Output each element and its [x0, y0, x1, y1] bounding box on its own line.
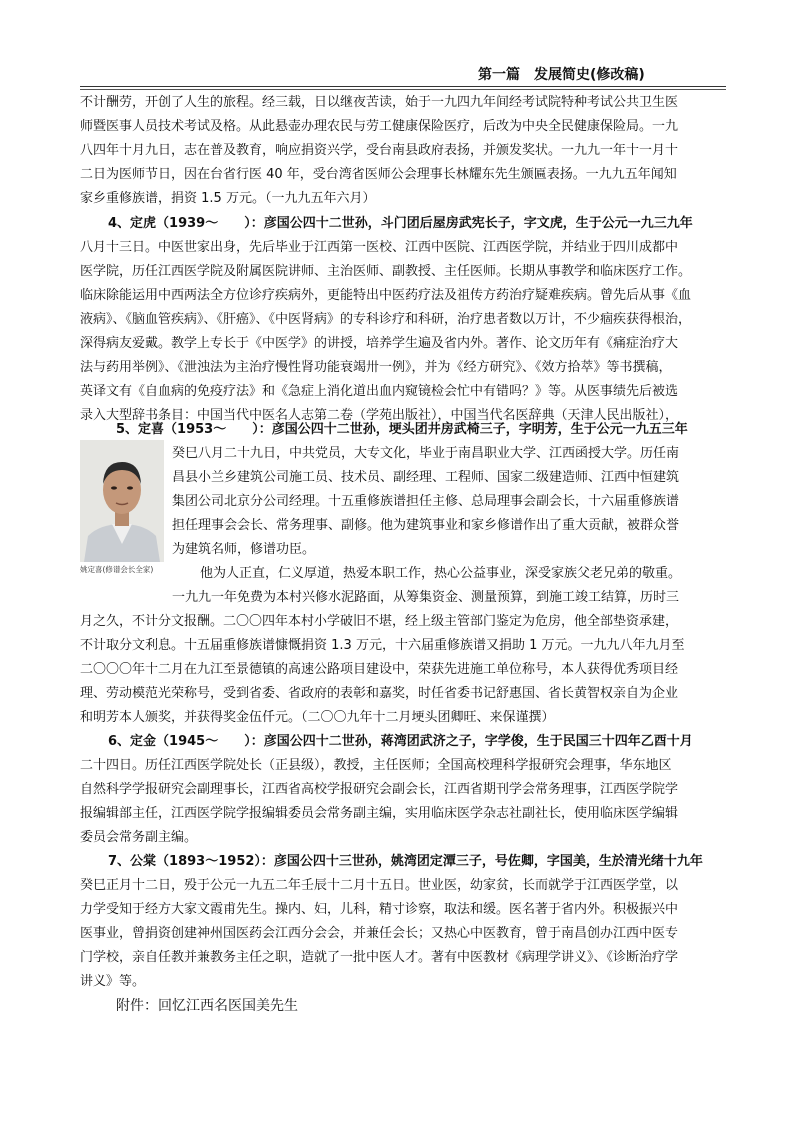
header-rule: [80, 86, 726, 87]
body-line: 家乡重修族谱，捐资 1.5 万元。（一九九五年六月）: [80, 191, 376, 206]
body-line: 一九九一年免费为本村兴修水泥路面，从筹集资金、测量预算，到施工竣工结算，历时三: [172, 590, 680, 605]
photo-caption: 姚定喜(修谱会长全家): [80, 565, 154, 574]
body-line: 二日为医师节日，因在台省行医 40 年，受台湾省医师公会理事长林耀东先生颁匾表扬。一九九五年闻知: [80, 167, 677, 182]
entry-heading: 5、定喜（1953～ ）：彦国公四十二世孙，埂头团井房武椅三子，字明芳，生于公元一九五三年: [116, 422, 688, 437]
body-line: 液病》、《脑血管疾病》、《肝癌》、《中医肾病》的专科诊疗和科研，治疗患者数以万计，不少痼疾获得根治，: [80, 312, 692, 327]
body-line: 报编辑部主任，江西医学院学报编辑委员会常务副主编，实用临床医学杂志社副社长，使用临床医学编辑: [80, 806, 679, 821]
body-line: 八月十三日。中医世家出身，先后毕业于江西第一医校、江西中医院、江西医学院，并结业于四川成都中: [80, 240, 679, 255]
body-line: 不计酬劳，开创了人生的旅程。经三载，日以继夜苦读，始于一九四九年间经考试院特种考试公共卫生医: [80, 95, 679, 110]
body-line: 深得病友爱戴。教学上专长于《中医学》的讲授，培养学生遍及省内外。著作、论文历年有《痛症治疗大: [80, 336, 679, 351]
body-line: 录入大型辞书条目：中国当代中医名人志第二卷（学苑出版社），中国当代名医辞典（天津人民出版社），: [80, 408, 679, 423]
body-line: 八四年十月九日，志在普及教育，响应捐资兴学，受台南县政府表扬，并颁发奖状。一九九一年十一月十: [80, 143, 679, 158]
entry-heading: 7、公棠（1893～1952）：彦国公四十三世孙，姚湾团定潭三子，号佐卿，字国美，生於清光绪十九年: [108, 854, 703, 869]
body-line: 医学院，历任江西医学院及附属医院讲师、主治医师、副教授、主任医师。长期从事教学和临床医疗工作。: [80, 264, 692, 279]
body-line: 集团公司北京分公司经理。十五重修族谱担任主修、总局理事会副会长，十六届重修族谱: [172, 494, 680, 509]
body-line: 和明芳本人颁奖，并获得奖金伍仟元。（二〇〇九年十二月埂头团卿旺、来保谨撰）: [80, 710, 555, 725]
body-line: 癸巳正月十二日，殁于公元一九五二年壬辰十二月十五日。世业医，幼家贫，长而就学于江西医学堂，以: [80, 878, 679, 893]
portrait-photo: [80, 440, 164, 562]
body-line: 不计取分文利息。十五届重修族谱慷慨捐资 1.3 万元，十六届重修族谱又捐助 1 万元。一九九八年九月至: [80, 638, 685, 653]
body-line: 昌县小兰乡建筑公司施工员、技术员、副经理、工程师、国家二级建造师、江西中恒建筑: [172, 470, 680, 485]
body-line: 自然科学学报研究会副理事长，江西省高校学报研究会副会长，江西省期刊学会常务理事，江西医学院学: [80, 782, 679, 797]
body-line: 他为人正直，仁义厚道，热爱本职工作，热心公益事业，深受家族父老兄弟的敬重。: [200, 566, 682, 581]
body-line: 英译文有《自血病的免疫疗法》和《急症上消化道出血内窥镜检会忙中有错吗？》等。从医事绩先后被选: [80, 384, 679, 399]
body-line: 理、劳动模范光荣称号，受到省委、省政府的表彰和嘉奖，时任省委书记舒惠国、省长黄智权亲自为企业: [80, 686, 679, 701]
body-line: 临床除能运用中西两法全方位诊疗疾病外，更能特出中医药疗法及祖传方药治疗疑难疾病。曾先后从事《血: [80, 288, 692, 303]
entry-heading: 6、定金（1945～ ）：彦国公四十二世孙，蒋湾团武济之子，字学俊，生于民国三十四年乙酉十月: [108, 734, 693, 749]
body-line: 月之久，不计分文报酬。二〇〇四年本村小学破旧不堪，经上级主管部门鉴定为危房，他全部垫资承建，: [80, 614, 679, 629]
body-line: 为建筑名师，修谱功臣。: [172, 542, 316, 557]
body-line: 医事业，曾捐资创建神州国医药会江西分会会，并兼任会长；又热心中医教育，曾于南昌创办江西中医专: [80, 926, 679, 941]
body-line: 法与药用举例》、《泄浊法为主治疗慢性肾功能衰竭卅一例》，并为《经方研究》、《效方拾萃》等书撰稿，: [80, 360, 672, 375]
attachment-heading: 附件：回忆江西名医国美先生: [116, 998, 298, 1014]
body-line: 担任理事会会长、常务理事、副修。他为建筑事业和家乡修谱作出了重大贡献，被群众誉: [172, 518, 680, 533]
header-rule-thin: [80, 89, 726, 90]
body-line: 师暨医事人员技术考试及格。从此悬壶办理农民与劳工健康保险医疗，后改为中央全民健康保险局。一九: [80, 119, 679, 134]
body-line: 讲义》等。: [80, 974, 146, 989]
body-line: 委员会常务副主编。: [80, 830, 198, 845]
running-header: 第一篇 发展简史(修改稿): [478, 67, 645, 83]
body-line: 癸巳八月二十九日，中共党员，大专文化，毕业于南昌职业大学、江西函授大学。历任南: [172, 446, 680, 461]
entry-heading: 4、定虎（1939～ ）：彦国公四十二世孙，斗门团后屋房武宪长子，字文虎，生于公元一九三九年: [108, 216, 693, 231]
body-line: 门学校，亲自任教并兼教务主任之职，造就了一批中医人才。著有中医教材《病理学讲义》、《诊断治疗学: [80, 950, 679, 965]
body-line: 二〇〇〇年十二月在九江至景德镇的高速公路项目建设中，荣获先进施工单位称号，本人获得优秀项目经: [80, 662, 679, 677]
body-line: 二十四日。历任江西医学院处长（正县级），教授，主任医师；全国高校理科学报研究会理事，华东地区: [80, 758, 672, 773]
body-line: 力学受知于经方大家文霞甫先生。操内、妇，儿科，精寸诊察，取法和缓。医名著于省内外。积极振兴中: [80, 902, 679, 917]
